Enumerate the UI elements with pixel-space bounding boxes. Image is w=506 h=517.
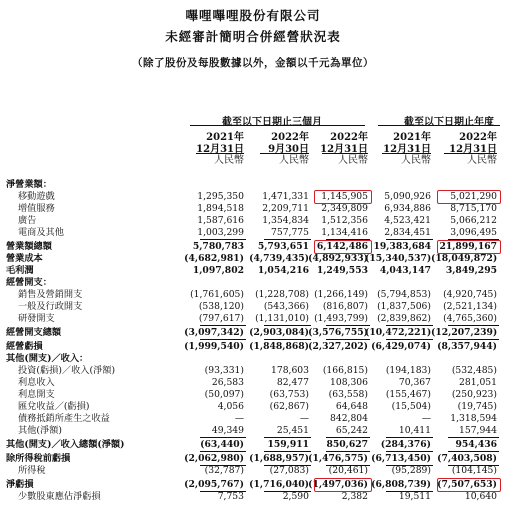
value-cell: (1,848,868) (249, 341, 309, 352)
value-cell: 26,583 (211, 377, 244, 388)
row-label: 銷售及營銷開支 (18, 289, 83, 300)
value-cell: (32,787) (204, 465, 244, 476)
row-label: 一般及行政開支 (18, 301, 83, 312)
table-row (0, 277, 506, 289)
table-row (0, 453, 506, 465)
value-cell: (1,493,799) (314, 313, 368, 324)
value-cell: 1,054,216 (257, 265, 309, 276)
group-header-three-months: 截至以下日期止三個月 (222, 117, 322, 128)
value-cell: (15,504) (391, 401, 431, 412)
value-cell: (6,808,739) (371, 479, 431, 490)
value-cell: 2,834,451 (384, 227, 431, 238)
subtotal-underline (264, 451, 311, 452)
subtotal-underline (200, 491, 246, 492)
value-cell: 64,648 (335, 401, 368, 412)
value-cell: (194,183) (385, 365, 431, 376)
value-cell: (1,716,040) (249, 479, 309, 490)
value-cell: (2,839,862) (377, 313, 431, 324)
value-cell: 1,097,802 (192, 265, 244, 276)
value-cell: (1,497,036) (308, 479, 368, 490)
value-cell: 3,096,495 (450, 227, 497, 238)
subtotal-underline (386, 451, 433, 452)
subtotal-underline (264, 491, 311, 492)
value-cell: 25,451 (276, 425, 309, 436)
value-cell: (2,062,980) (184, 453, 244, 464)
row-label: 其他(開支)／收入： (6, 353, 89, 364)
column-date-5: 12月31日 (449, 144, 497, 155)
value-cell: — (234, 413, 244, 424)
group-header-year: 截至以下日期止年度 (404, 117, 494, 128)
value-cell: (2,903,084) (249, 327, 309, 338)
value-cell: 5,021,290 (450, 191, 497, 202)
subtotal-underline (326, 451, 370, 452)
table-row (0, 365, 506, 377)
value-cell: 1,894,518 (197, 203, 244, 214)
subtotal-underline (200, 239, 246, 240)
row-label: 營業額總額 (6, 241, 52, 252)
value-cell: (1,688,957) (249, 453, 309, 464)
value-cell: 8,715,170 (450, 203, 497, 214)
value-cell: 1,249,553 (316, 265, 368, 276)
value-cell: (15,340,537) (365, 253, 432, 264)
subtotal-underline (264, 437, 311, 438)
value-cell: 1,134,416 (321, 227, 368, 238)
value-cell: (62,867) (269, 401, 309, 412)
value-cell: 108,306 (330, 377, 368, 388)
row-label: 投資(虧損)／收入(淨額) (18, 365, 116, 376)
table-row (0, 301, 506, 313)
subtotal-underline (326, 339, 370, 340)
value-cell: 5,066,212 (450, 215, 497, 226)
value-cell: (27,083) (269, 465, 309, 476)
value-cell: (4,892,933) (308, 253, 368, 264)
value-cell: 4,056 (217, 401, 244, 412)
value-cell: (1,761,605) (190, 289, 244, 300)
value-cell: 10,411 (398, 425, 431, 436)
row-label: 少數股東應佔淨虧損 (18, 491, 101, 502)
subtotal-underline (386, 491, 433, 492)
value-cell: — (421, 413, 431, 424)
value-cell: 178,603 (271, 365, 309, 376)
value-cell: (4,765,360) (443, 313, 497, 324)
value-cell: (543,366) (263, 301, 309, 312)
row-label: 增值服務 (18, 203, 55, 214)
value-cell: (816,807) (322, 301, 368, 312)
highlight-box (437, 190, 501, 204)
value-cell: (1,228,708) (255, 289, 309, 300)
row-label: 所得稅 (18, 465, 46, 476)
table-row (0, 203, 506, 215)
column-date-4: 12月31日 (383, 144, 431, 155)
highlight-box (314, 190, 372, 204)
table-row (0, 439, 506, 451)
value-cell: (7,403,508) (437, 453, 497, 464)
value-cell: (12,207,239) (431, 327, 498, 338)
subtotal-underline (200, 437, 246, 438)
value-cell: 1,318,594 (450, 413, 497, 424)
value-cell: (7,507,653) (437, 479, 497, 490)
value-cell: (4,682,981) (184, 253, 244, 264)
subtotal-underline (200, 339, 246, 340)
subtotal-underline (386, 465, 433, 466)
table-row (0, 389, 506, 401)
value-cell: 19,511 (398, 491, 431, 502)
table-row (0, 241, 506, 253)
value-cell: 157,944 (459, 425, 497, 436)
table-row (0, 353, 506, 365)
subtotal-underline (264, 239, 311, 240)
value-cell: 1,003,299 (197, 227, 244, 238)
value-cell: (3,097,342) (184, 327, 244, 338)
row-label: 毛利潤 (6, 265, 34, 276)
subtotal-underline (448, 465, 499, 466)
subtotal-underline (448, 325, 499, 326)
value-cell: (63,753) (269, 389, 309, 400)
value-cell: 850,627 (326, 439, 368, 450)
highlight-box (314, 478, 372, 492)
value-cell: (250,923) (451, 389, 497, 400)
table-row (0, 465, 506, 477)
value-cell: (797,617) (198, 313, 244, 324)
column-currency-3: 人民幣 (322, 153, 368, 167)
row-label: 其他(開支)／收入總額(淨額) (6, 439, 125, 450)
row-label: 經營虧損 (6, 341, 43, 352)
table-row (0, 227, 506, 239)
row-label: 淨虧損 (6, 479, 34, 490)
column-currency-1: 人民幣 (196, 153, 244, 167)
value-cell: 2,349,809 (321, 203, 368, 214)
column-year-4: 2021年 (393, 132, 431, 143)
value-cell: 1,512,356 (321, 215, 368, 226)
value-cell: 21,899,167 (439, 241, 497, 252)
subtotal-underline (326, 437, 370, 438)
value-cell: 4,043,147 (379, 265, 431, 276)
value-cell: (532,485) (451, 365, 497, 376)
value-cell: 757,775 (271, 227, 309, 238)
value-cell: (2,327,202) (308, 341, 368, 352)
value-cell: (3,576,755) (308, 327, 368, 338)
value-cell: 2,382 (341, 491, 368, 502)
column-currency-4: 人民幣 (382, 153, 431, 167)
row-label: 研發開支 (18, 313, 55, 324)
value-cell: (95,289) (391, 465, 431, 476)
value-cell: (538,120) (198, 301, 244, 312)
table-row (0, 313, 506, 325)
value-cell: (4,739,435) (249, 253, 309, 264)
value-cell: — (299, 413, 309, 424)
value-cell: (2,521,134) (443, 301, 497, 312)
value-cell: (6,713,450) (371, 453, 431, 464)
table-row (0, 191, 506, 203)
value-cell: (1,476,575) (308, 453, 368, 464)
row-label: 營業成本 (6, 253, 43, 264)
subtotal-underline (448, 437, 499, 438)
value-cell: (155,467) (385, 389, 431, 400)
value-cell: (166,815) (322, 365, 368, 376)
value-cell: (104,145) (451, 465, 497, 476)
row-label: 其他(淨額) (18, 425, 62, 436)
row-label: 利息開支 (18, 389, 55, 400)
value-cell: (1,837,506) (377, 301, 431, 312)
subtotal-underline (200, 451, 246, 452)
group-underline-year (378, 125, 500, 126)
table-row (0, 289, 506, 301)
value-cell: 1,295,350 (197, 191, 244, 202)
subtotal-underline (264, 325, 311, 326)
value-cell: 1,354,834 (262, 215, 309, 226)
value-cell: (1,266,149) (314, 289, 368, 300)
column-year-1: 2021年 (206, 132, 244, 143)
table-row (0, 401, 506, 413)
value-cell: 49,349 (211, 425, 244, 436)
subtotal-underline (326, 465, 370, 466)
subtotal-underline (386, 239, 433, 240)
row-label: 債務抵銷所產生之收益 (18, 413, 110, 424)
value-cell: 281,051 (459, 377, 497, 388)
row-label: 廣告 (18, 215, 37, 226)
row-label: 除所得稅前虧損 (6, 453, 71, 464)
value-cell: 1,145,905 (321, 191, 368, 202)
value-cell: 159,911 (267, 439, 309, 450)
subtotal-underline (264, 465, 311, 466)
table-row (0, 425, 506, 437)
subtotal-underline (200, 465, 246, 466)
value-cell: 1,471,331 (262, 191, 309, 202)
unit-note: （除了股份及每股數據以外，金額以千元為單位） (132, 57, 374, 69)
value-cell: (18,049,872) (431, 253, 498, 264)
table-row (0, 413, 506, 425)
value-cell: (2,095,767) (184, 479, 244, 490)
value-cell: 19,383,684 (373, 241, 431, 252)
table-row (0, 265, 506, 277)
table-row (0, 341, 506, 353)
value-cell: 10,640 (464, 491, 497, 502)
value-cell: 70,367 (398, 377, 431, 388)
subtotal-underline (448, 451, 499, 452)
subtotal-underline (326, 325, 370, 326)
table-row (0, 491, 506, 503)
value-cell: (10,472,221) (365, 327, 432, 338)
column-date-3: 12月31日 (320, 144, 368, 155)
value-cell: 65,242 (335, 425, 368, 436)
highlight-box (437, 478, 501, 492)
column-date-1: 12月31日 (196, 144, 244, 155)
group-underline-three-months (190, 125, 365, 126)
value-cell: (5,794,853) (377, 289, 431, 300)
value-cell: (284,376) (380, 439, 431, 450)
value-cell: 842,804 (330, 413, 368, 424)
table-row (0, 253, 506, 265)
value-cell: (6,429,074) (371, 341, 431, 352)
value-cell: (93,331) (204, 365, 244, 376)
row-label: 匯兌收益／(虧損) (18, 401, 90, 412)
column-year-5: 2022年 (459, 132, 497, 143)
subtotal-underline (448, 339, 499, 340)
table-row (0, 377, 506, 389)
subtotal-underline (264, 339, 311, 340)
value-cell: 1,587,616 (197, 215, 244, 226)
subtotal-underline (386, 325, 433, 326)
column-currency-5: 人民幣 (444, 153, 497, 167)
value-cell: 5,793,651 (257, 241, 309, 252)
subtotal-underline (200, 325, 246, 326)
column-date-2: 9月30日 (268, 144, 309, 155)
table-row (0, 179, 506, 191)
value-cell: (20,461) (328, 465, 368, 476)
row-label: 利息收入 (18, 377, 55, 388)
highlight-box (314, 240, 372, 254)
column-year-2: 2022年 (271, 132, 309, 143)
value-cell: 5,780,783 (192, 241, 244, 252)
value-cell: (63,558) (328, 389, 368, 400)
table-row (0, 327, 506, 339)
value-cell: 2,209,711 (262, 203, 309, 214)
value-cell: (4,920,745) (443, 289, 497, 300)
value-cell: (50,097) (204, 389, 244, 400)
row-label: 移動遊戲 (18, 191, 55, 202)
value-cell: 7,753 (217, 491, 244, 502)
column-currency-2: 人民幣 (260, 153, 309, 167)
statement-title: 未經審計簡明合併經營狀況表 (165, 29, 341, 44)
value-cell: (63,440) (200, 439, 244, 450)
value-cell: 5,090,926 (384, 191, 431, 202)
value-cell: (1,131,010) (255, 313, 309, 324)
row-label: 電商及其他 (18, 227, 64, 238)
table-row (0, 479, 506, 491)
value-cell: (1,999,540) (184, 341, 244, 352)
value-cell: 6,934,886 (384, 203, 431, 214)
row-label: 經營開支總額 (6, 327, 62, 338)
row-label: 經營開支： (6, 277, 52, 288)
value-cell: 3,849,295 (445, 265, 497, 276)
value-cell: 954,436 (455, 439, 497, 450)
highlight-box (437, 240, 501, 254)
value-cell: (19,745) (457, 401, 497, 412)
company-name: 嗶哩嗶哩股份有限公司 (185, 8, 321, 23)
table-row (0, 215, 506, 227)
value-cell: (8,357,944) (437, 341, 497, 352)
column-year-3: 2022年 (330, 132, 368, 143)
subtotal-underline (386, 437, 433, 438)
value-cell: 82,477 (276, 377, 309, 388)
value-cell: 4,523,421 (384, 215, 431, 226)
subtotal-underline (386, 339, 433, 340)
value-cell: 2,590 (282, 491, 309, 502)
row-label: 淨營業額： (6, 179, 52, 190)
value-cell: 6,142,486 (316, 241, 368, 252)
